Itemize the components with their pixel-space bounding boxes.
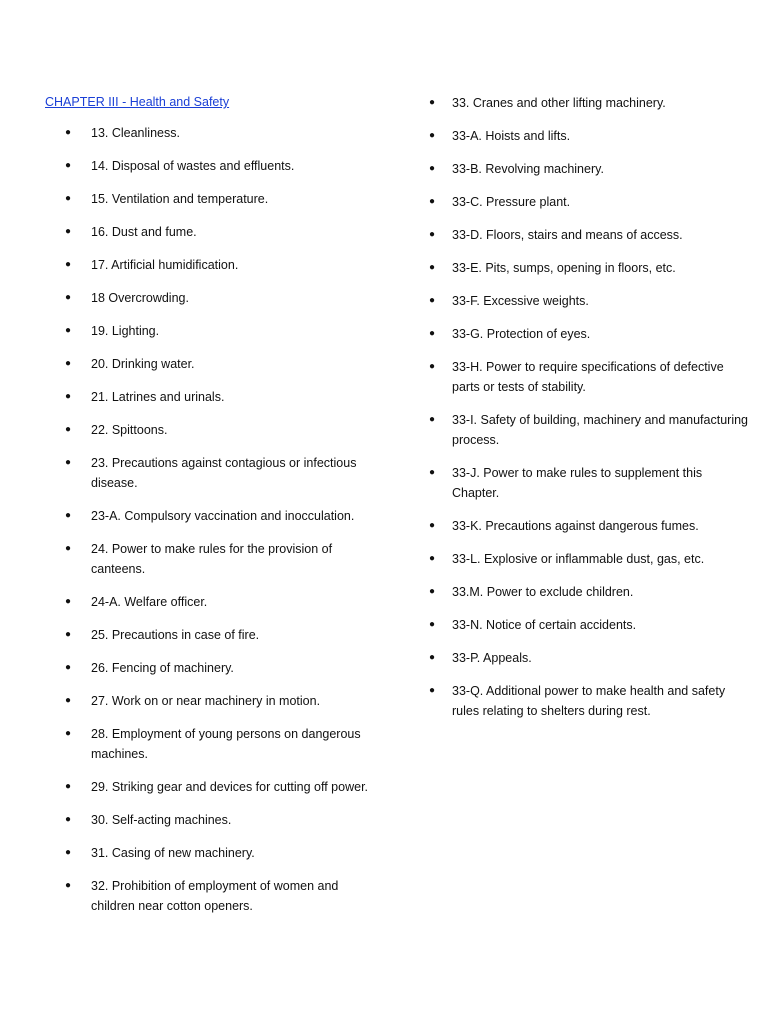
list-item-text: 31. Casing of new machinery.	[91, 846, 255, 860]
bullet-icon: ●	[64, 695, 72, 706]
bullet-icon: ●	[64, 424, 72, 435]
bullet-icon: ●	[64, 629, 72, 640]
list-item	[45, 123, 385, 143]
bullet-icon: ●	[428, 361, 436, 372]
list-item-text: 33-F. Excessive weights.	[452, 294, 589, 308]
list-item-text: 28. Employment of young persons on dangerous machines.	[91, 727, 361, 761]
list-item-text: 18 Overcrowding.	[91, 291, 189, 305]
list-item	[45, 288, 385, 308]
right-column	[428, 93, 748, 734]
list-item-text: 23. Precautions against contagious or infectious disease.	[91, 456, 357, 490]
bullet-icon: ●	[428, 163, 436, 174]
list-item	[428, 126, 748, 146]
list-item	[45, 506, 385, 526]
list-item-text: 23-A. Compulsory vaccination and inocculation.	[91, 509, 355, 523]
list-item-text: 29. Striking gear and devices for cutting off power.	[91, 780, 369, 794]
list-item	[45, 724, 385, 764]
list-item-text: 32. Prohibition of employment of women and children near cotton openers.	[91, 879, 339, 913]
list-item-text: 16. Dust and fume.	[91, 225, 197, 239]
bullet-icon: ●	[428, 553, 436, 564]
bullet-icon: ●	[64, 510, 72, 521]
bullet-icon: ●	[428, 520, 436, 531]
list-item-text: 24. Power to make rules for the provision of canteens.	[91, 542, 333, 576]
bullet-icon: ●	[64, 292, 72, 303]
bullet-icon: ●	[428, 586, 436, 597]
list-item	[45, 453, 385, 493]
list-item	[428, 516, 748, 536]
list-item	[428, 549, 748, 569]
bullet-icon: ●	[428, 685, 436, 696]
list-item	[45, 255, 385, 275]
list-item-text: 33-E. Pits, sumps, opening in floors, etc.	[452, 261, 676, 275]
list-item-text: 33-K. Precautions against dangerous fumes.	[452, 519, 699, 533]
bullet-icon: ●	[428, 130, 436, 141]
list-item	[45, 592, 385, 612]
bullet-icon: ●	[64, 160, 72, 171]
list-item	[45, 625, 385, 645]
list-item-text: 17. Artificial humidification.	[91, 258, 239, 272]
bullet-icon: ●	[64, 596, 72, 607]
list-item-text: 13. Cleanliness.	[91, 126, 180, 140]
list-item-text: 33-G. Protection of eyes.	[452, 327, 591, 341]
list-item	[428, 615, 748, 635]
bullet-icon: ●	[64, 358, 72, 369]
list-item	[428, 357, 748, 397]
bullet-icon: ●	[428, 295, 436, 306]
list-item	[45, 387, 385, 407]
bullet-icon: ●	[428, 652, 436, 663]
bullet-icon: ●	[64, 193, 72, 204]
list-item	[45, 189, 385, 209]
bullet-icon: ●	[64, 325, 72, 336]
list-item-text: 22. Spittoons.	[91, 423, 168, 437]
left-column	[45, 93, 385, 929]
bullet-icon: ●	[64, 391, 72, 402]
bullet-icon: ●	[428, 414, 436, 425]
list-item	[45, 321, 385, 341]
bullet-icon: ●	[428, 467, 436, 478]
bullet-icon: ●	[64, 127, 72, 138]
list-item	[428, 582, 748, 602]
bullet-icon: ●	[428, 229, 436, 240]
bullet-icon: ●	[64, 457, 72, 468]
chapter-heading-link[interactable]: CHAPTER III - Health and Safety	[45, 95, 230, 109]
list-item	[428, 681, 748, 721]
bullet-icon: ●	[64, 847, 72, 858]
list-item-text: 14. Disposal of wastes and effluents.	[91, 159, 295, 173]
list-item	[45, 539, 385, 579]
list-item-text: 26. Fencing of machinery.	[91, 661, 234, 675]
list-item-text: 33.M. Power to exclude children.	[452, 585, 634, 599]
list-item	[428, 410, 748, 450]
list-item	[428, 159, 748, 179]
bullet-icon: ●	[64, 880, 72, 891]
bullet-icon: ●	[64, 728, 72, 739]
right-item-list	[428, 93, 748, 721]
left-item-list	[45, 123, 385, 916]
list-item	[428, 225, 748, 245]
list-item-text: 25. Precautions in case of fire.	[91, 628, 260, 642]
bullet-icon: ●	[64, 543, 72, 554]
bullet-icon: ●	[64, 814, 72, 825]
bullet-icon: ●	[428, 196, 436, 207]
list-item-text: 33. Cranes and other lifting machinery.	[452, 96, 666, 110]
list-item	[45, 658, 385, 678]
list-item	[428, 192, 748, 212]
list-item	[45, 876, 385, 916]
list-item-text: 21. Latrines and urinals.	[91, 390, 225, 404]
list-item	[45, 777, 385, 797]
list-item-text: 33-Q. Additional power to make health and safety rules relating to shelters during rest.	[452, 684, 726, 718]
list-item-text: 33-A. Hoists and lifts.	[452, 129, 571, 143]
list-item-text: 33-J. Power to make rules to supplement this Chapter.	[452, 466, 703, 500]
bullet-icon: ●	[64, 781, 72, 792]
list-item-text: 33-B. Revolving machinery.	[452, 162, 604, 176]
list-item-text: 33-C. Pressure plant.	[452, 195, 571, 209]
list-item-text: 24-A. Welfare officer.	[91, 595, 208, 609]
list-item-text: 19. Lighting.	[91, 324, 160, 338]
list-item	[428, 463, 748, 503]
list-item-text: 20. Drinking water.	[91, 357, 195, 371]
list-item	[45, 810, 385, 830]
bullet-icon: ●	[428, 619, 436, 630]
bullet-icon: ●	[64, 226, 72, 237]
list-item-text: 33-I. Safety of building, machinery and manufacturing process.	[452, 413, 749, 447]
bullet-icon: ●	[428, 97, 436, 108]
list-item	[428, 258, 748, 278]
bullet-icon: ●	[64, 259, 72, 270]
list-item	[428, 648, 748, 668]
list-item	[45, 420, 385, 440]
list-item-text: 15. Ventilation and temperature.	[91, 192, 269, 206]
bullet-icon: ●	[428, 328, 436, 339]
list-item-text: 33-D. Floors, stairs and means of access.	[452, 228, 683, 242]
list-item-text: 33-P. Appeals.	[452, 651, 532, 665]
list-item-text: 33-H. Power to require specifications of defective parts or tests of stability.	[452, 360, 724, 394]
bullet-icon: ●	[64, 662, 72, 673]
list-item	[428, 291, 748, 311]
list-item	[45, 354, 385, 374]
list-item	[428, 324, 748, 344]
list-item-text: 27. Work on or near machinery in motion.	[91, 694, 321, 708]
bullet-icon: ●	[428, 262, 436, 273]
list-item-text: 30. Self-acting machines.	[91, 813, 232, 827]
list-item-text: 33-L. Explosive or inflammable dust, gas, etc.	[452, 552, 705, 566]
list-item-text: 33-N. Notice of certain accidents.	[452, 618, 637, 632]
list-item	[45, 691, 385, 711]
list-item	[45, 156, 385, 176]
list-item	[428, 93, 748, 113]
list-item	[45, 843, 385, 863]
list-item	[45, 222, 385, 242]
